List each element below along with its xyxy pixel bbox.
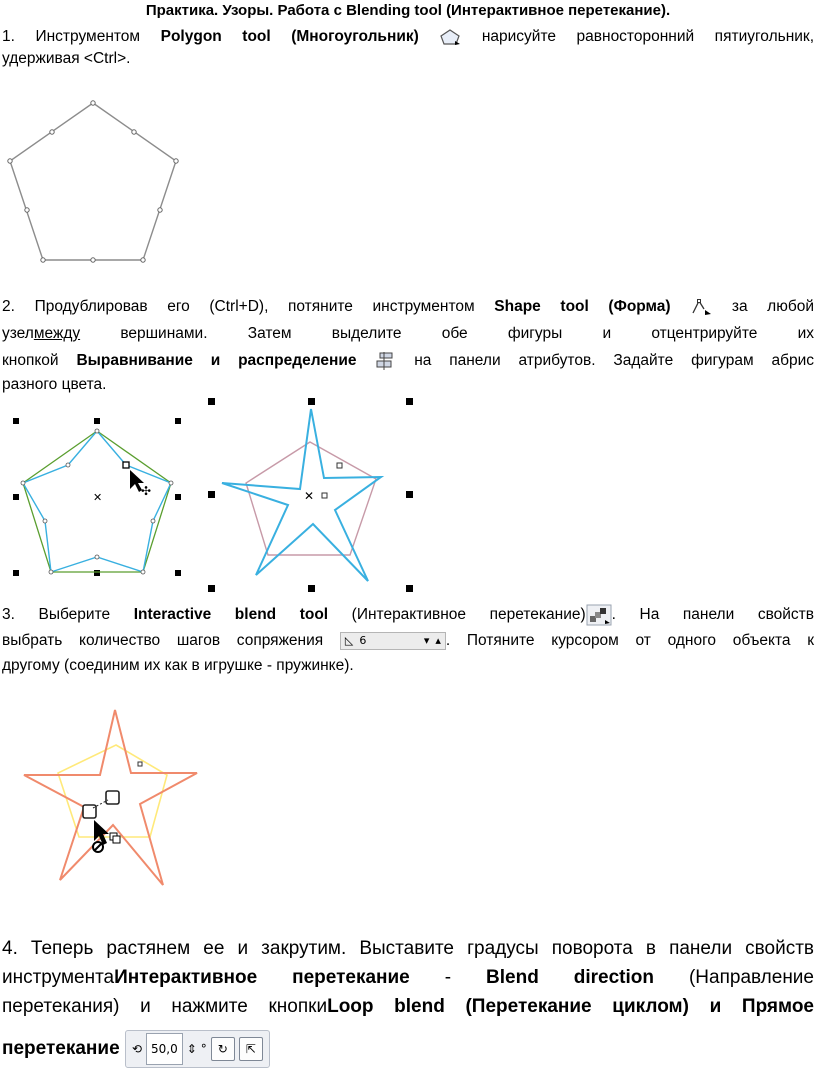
step2-text4-b: разного цвета. <box>2 376 107 393</box>
step2-line1 <box>2 296 814 318</box>
step2-tool: Shape tool (Форма) <box>494 298 671 315</box>
step3-text2: (Интерактивное перетекание) <box>351 606 586 624</box>
align-distribute-icon <box>374 351 396 371</box>
step2-text3-b: кнопкой <box>2 352 59 369</box>
angle-input[interactable]: 50,0 <box>146 1033 183 1065</box>
step3-text3-a: . На панели свойств <box>611 606 814 624</box>
step1-text1: Инструментом <box>35 28 141 45</box>
step1-num: 1. <box>2 28 15 45</box>
step2-text2-b: узел <box>2 325 34 342</box>
step3-num: 3. <box>2 606 15 624</box>
step3-tool: Interactive blend tool <box>133 606 329 624</box>
step2-line4 <box>2 374 814 396</box>
step3-line2 <box>2 630 814 652</box>
pentagon-figure <box>0 95 190 270</box>
step3-text4-b: другому (соединим их как в игрушке - пружинке). <box>2 657 354 674</box>
svg-text:✕: ✕ <box>93 491 103 504</box>
step4-loop-a: Loop blend (Перетекание циклом) и Прямое <box>327 996 814 1017</box>
step4-text2-a: (Направление <box>688 967 814 988</box>
loop-blend-button[interactable]: ↻ <box>211 1037 235 1061</box>
step4-dash: - <box>409 967 487 988</box>
step2-line2 <box>2 323 814 345</box>
steps-down-icon[interactable]: ▾ <box>423 633 430 647</box>
step2-line3 <box>2 350 814 372</box>
step3-text4-a: . Потяните курсором от одного объекта к <box>445 632 814 649</box>
page-title: Практика. Узоры. Работа с Blending tool (Интерактивное перетекание). <box>145 2 671 19</box>
step4-loop-b: перетекание <box>2 1038 120 1060</box>
step4-line4 <box>2 1030 814 1068</box>
step4-line2 <box>2 964 814 992</box>
step4-tool: Интерактивное перетекание <box>114 967 410 988</box>
step1-line2 <box>2 48 814 70</box>
svg-text:✣: ✣ <box>141 484 152 498</box>
step2-text4-a: на панели атрибутов. Задайте фигурам абрис <box>414 352 814 369</box>
svg-text:✕: ✕ <box>304 489 315 503</box>
step4-text2-b: перетекания) и нажмите кнопки <box>2 996 328 1017</box>
step1-text2-a: нарисуйте равносторонний пятиугольник, <box>481 28 814 45</box>
step3-line3 <box>2 655 814 677</box>
step2-underlined: между <box>33 325 81 342</box>
blend-steps-field[interactable] <box>340 632 446 650</box>
step1-line1 <box>2 26 814 48</box>
direct-blend-button[interactable]: ⇱ <box>239 1037 263 1061</box>
step4-dir: Blend direction <box>486 967 654 988</box>
step1-text2-b: удерживая <Ctrl>. <box>2 50 131 67</box>
blend-figure <box>18 705 218 905</box>
shape-tool-icon <box>690 297 712 317</box>
step2-num: 2. <box>2 298 15 315</box>
blend-tool-icon <box>586 604 612 626</box>
step4-text1-b: инструмента <box>2 967 115 988</box>
step2-text1: Продублировав его (Ctrl+D), потяните инструментом <box>34 298 475 315</box>
step4-line1 <box>2 935 814 963</box>
degree-sign: ° <box>200 1042 207 1056</box>
step2-text2-a: за любой <box>731 298 815 315</box>
steps-icon: ◺ <box>344 633 354 647</box>
step3-text1: Выберите <box>38 606 111 624</box>
blend-direction-toolbar <box>125 1030 270 1068</box>
step3-line1 <box>2 604 814 626</box>
step1-tool: Polygon tool (Многоугольник) <box>160 28 419 45</box>
rotate-icon: ⟲ <box>131 1042 142 1056</box>
steps-up-icon[interactable]: ▴ <box>435 633 441 647</box>
step2-text3-a: вершинами. Затем выделите обе фигуры и отцентрируйте их <box>120 325 814 342</box>
polygon-tool-icon <box>439 28 461 46</box>
step4-text1-a: 4. Теперь растянем ее и закрутим. Выставите градусы поворота в панели свойств <box>2 938 814 959</box>
step2-align: Выравнивание и распределение <box>76 352 357 369</box>
step4-line3 <box>2 993 814 1021</box>
step3-text3-b: выбрать количество шагов сопряжения <box>2 632 324 649</box>
angle-stepper-icon[interactable]: ⇕ <box>186 1042 197 1056</box>
step2-figures <box>10 395 430 595</box>
steps-value: 6 <box>359 633 367 647</box>
